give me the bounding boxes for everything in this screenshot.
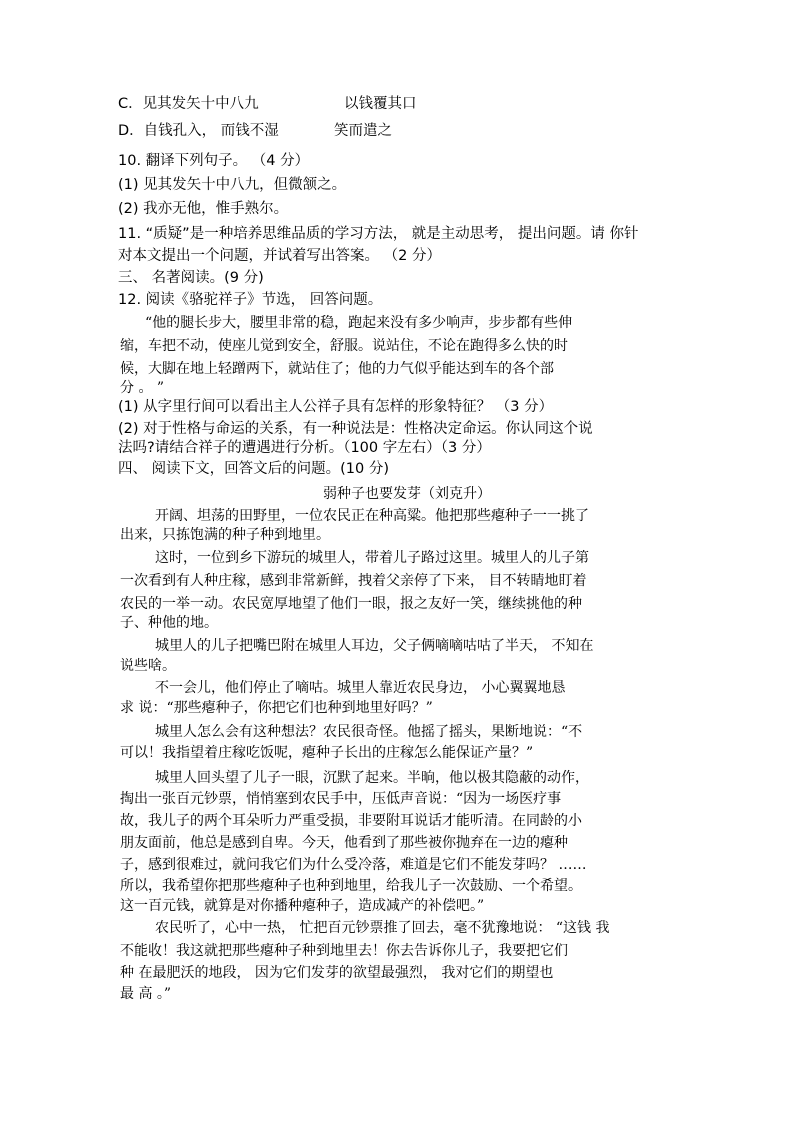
question-12-sub-2-line-1: (2) 对于性格与命运的关系，有一种说法是：性格决定命运。你认同这个说 [118,421,593,437]
article-line: 一次看到有人种庄稼，感到非常新鲜，拽着父亲停了下来， 目不转睛地盯着 [120,573,587,589]
option-d-right: 笑而遣之 [334,123,392,139]
section-3-heading: 三、 名著阅读。(9 分) [118,270,264,286]
article-line: 掏出一张百元钞票，悄悄塞到农民手中，压低声音说：“因为一场医疗事 [120,791,562,807]
article-line: 出来，只拣饱满的种子种到地里。 [120,527,330,543]
article-line: 农民的一举一动。农民宽厚地望了他们一眼，报之友好一笑，继续挑他的种 [120,596,582,612]
article-line: 朋友面前，他总是感到自卑。今天，他看到了那些被你抛弃在一边的瘪种 [120,835,568,851]
novel-quote-line: 候，大脚在地上轻蹭两下，就站住了；他的力气似乎能达到车的各个部 [120,361,554,377]
article-line: 农民听了，心中一热， 忙把百元钞票推了回去，毫不犹豫地说： “这钱 我 [155,920,610,936]
article-title: 弱种子也要发芽（刘克升） [323,486,491,502]
question-11-line-2: 对本文提出一个问题，并试着写出答案。 （2 分） [118,248,441,264]
article-line: 种 在最肥沃的地段， 因为它们发芽的欲望最强烈， 我对它们的期望也 [120,965,554,981]
article-line: 这一百元钱，就算是对你播种瘪种子，造成减产的补偿吧。” [120,898,485,914]
question-12-stem: 12. 阅读《骆驼祥子》节选， 回答问题。 [118,292,383,308]
novel-quote-line: 缩，车把不动，使座儿觉到安全，舒服。说站住，不论在跑得多么快的时 [120,338,568,354]
article-line: 求 说：“那些瘪种子，你把它们也种到地里好吗？” [120,700,433,716]
article-line: 子，感到很难过，就问我它们为什么受冷落，难道是它们不能发芽吗？ …… [120,857,587,873]
article-line: 开阔、坦荡的田野里，一位农民正在种高粱。他把那些瘪种子一一挑了 [155,508,589,524]
question-10-sentence-1: (1) 见其发矢十中八九，但微颔之。 [118,177,347,193]
article-line: 不能收！我这就把那些瘪种子种到地里去！你去告诉你儿子，我要把它们 [120,943,568,959]
article-line: 不一会儿，他们停止了嘀咕。城里人靠近农民身边， 小心翼翼地恳 [155,680,566,696]
article-line: 子、种他的地。 [120,615,218,631]
article-line: 最 高 。” [120,986,172,1002]
question-10-stem: 10. 翻译下列句子。 （4 分） [118,153,310,169]
article-line: 可以！我指望着庄稼吃饭呢，瘪种子长出的庄稼怎么能保证产量？” [120,745,534,761]
option-d-left: D．自钱孔入， 而钱不湿 [118,123,279,139]
question-11-line-1: 11. “质疑”是一种培养思维品质的学习方法， 就是主动思考， 提出问题。请 你针 [118,226,639,242]
article-line: 故，我儿子的两个耳朵听力严重受损，非要附耳说话才能听清。在同龄的小 [120,813,582,829]
article-line: 城里人的儿子把嘴巴附在城里人耳边，父子俩嘀嘀咕咕了半天， 不知在 [155,638,594,654]
article-line: 这时，一位到乡下游玩的城里人，带着儿子路过这里。城里人的儿子第 [155,550,589,566]
option-c-left: C．见其发矢十中八九 [118,96,259,112]
section-4-heading: 四、 阅读下文，回答文后的问题。(10 分) [118,461,389,477]
article-line: 所以，我希望你把那些瘪种子也种到地里，给我儿子一次鼓励、一个希望。 [120,878,582,894]
question-10-sentence-2: (2) 我亦无他，惟手熟尔。 [118,201,289,217]
option-c-right: 以钱覆其口 [344,96,417,112]
question-12-sub-2-line-2: 法吗?请结合祥子的遭遇进行分析。（100 字左右）（3 分） [118,440,491,456]
question-12-sub-1: (1) 从字里行间可以看出主人公祥子具有怎样的形象特征？ （3 分） [118,399,554,415]
article-line: 城里人怎么会有这种想法？农民很奇怪。他摇了摇头，果断地说：“不 [155,724,583,740]
article-line: 说些啥。 [120,658,176,674]
novel-quote-line: 分 。 ” [120,380,165,396]
novel-quote-line: “他的腿长步大，腰里非常的稳，跑起来没有多少响声，步步都有些伸 [145,315,573,331]
article-line: 城里人回头望了儿子一眼，沉默了起来。半晌，他以极其隐蔽的动作， [155,770,589,786]
